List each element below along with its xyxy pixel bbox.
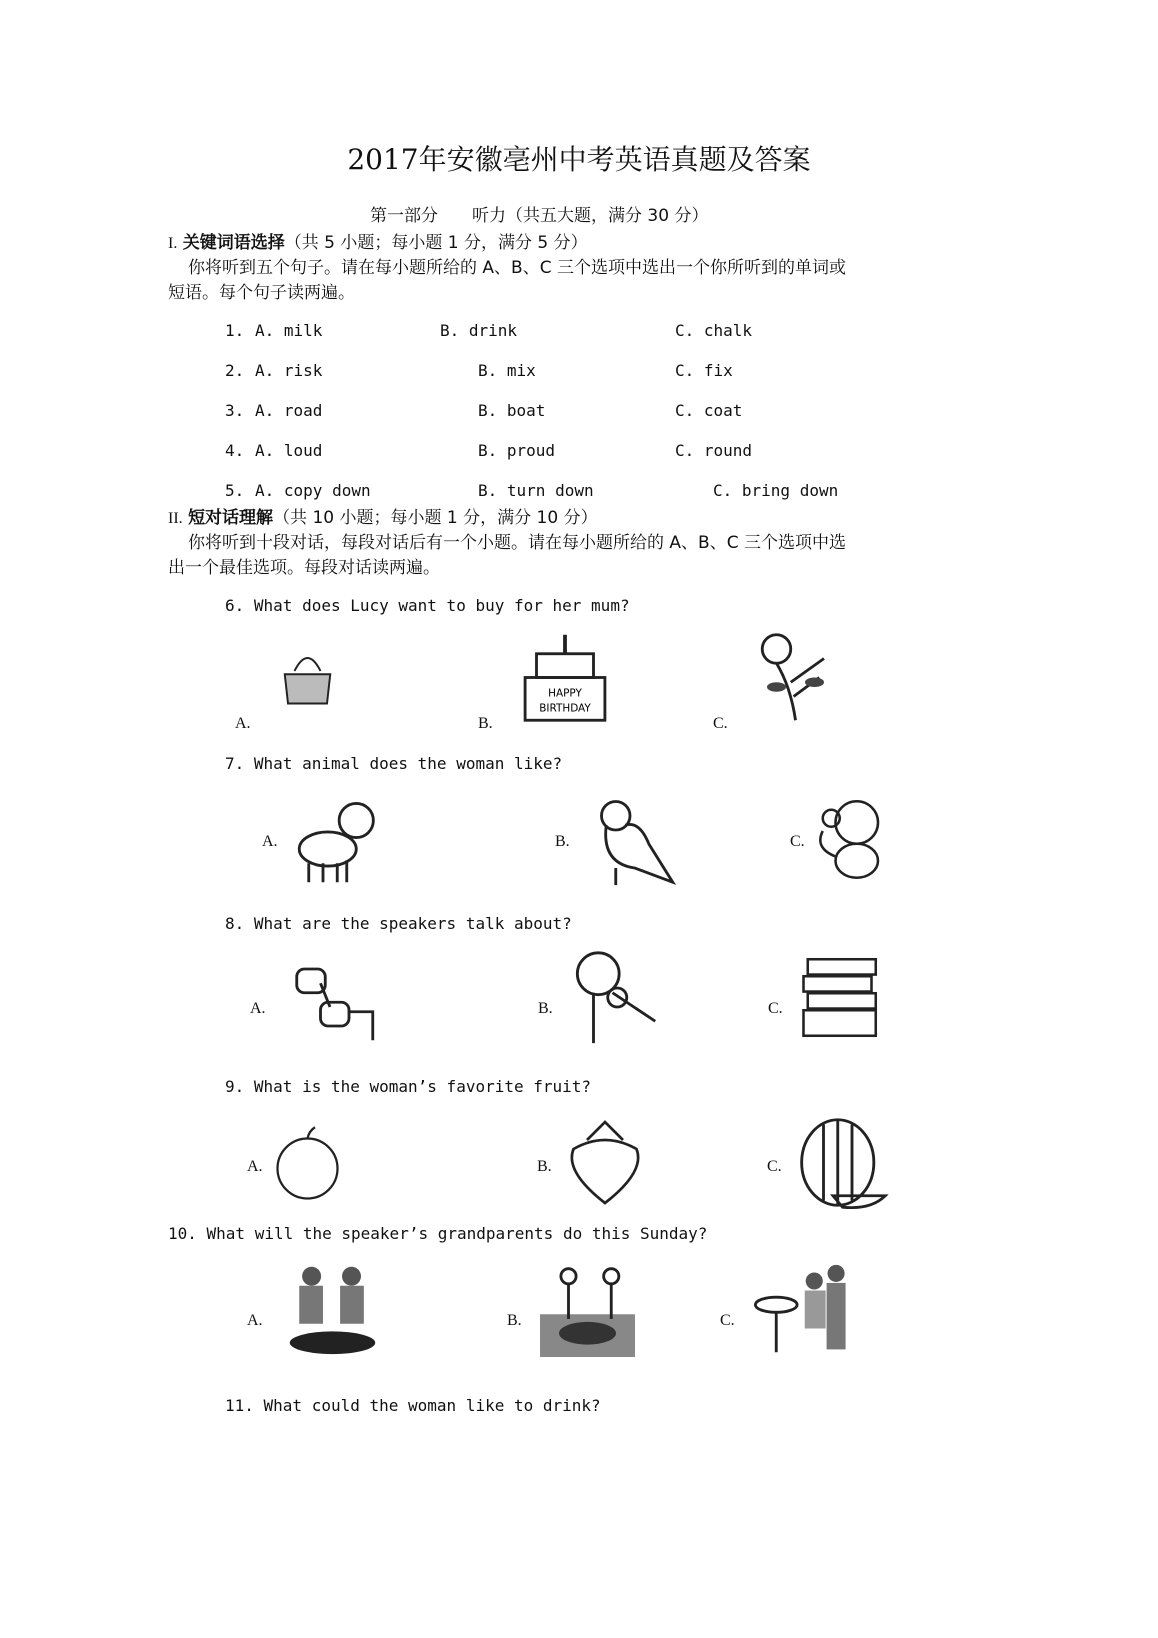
option-b: B. drink — [440, 321, 518, 340]
part-heading: 第一部分 听力（共五大题，满分 30 分） — [370, 206, 709, 226]
section-number: I. — [168, 235, 178, 252]
hiking-icon — [530, 1262, 645, 1357]
handbag-icon — [275, 630, 340, 725]
question-number: 4. — [225, 441, 245, 460]
option-c: C. chalk — [675, 321, 753, 340]
option-a: A. road — [255, 401, 323, 420]
option-c: C. round — [675, 441, 753, 460]
option-label: A. — [247, 1312, 263, 1329]
having-tea-icon — [745, 1262, 855, 1357]
option-b: B. turn down — [478, 481, 594, 500]
monkey-icon — [810, 792, 895, 887]
birthday-cake-icon — [515, 630, 615, 725]
page-title: 2017年安徽亳州中考英语真题及答案 — [347, 143, 811, 176]
playing-chess-icon — [280, 1262, 385, 1357]
option-a: A. milk — [255, 321, 323, 340]
section-name: 关键词语选择 — [182, 233, 285, 253]
section-name: 短对话理解 — [188, 508, 274, 528]
section-score: （共 10 小题；每小题 1 分，满分 10 分） — [273, 508, 598, 528]
question-number: 1. — [225, 321, 245, 340]
option-label: A. — [262, 833, 278, 850]
option-label: C. — [767, 1158, 782, 1175]
option-label: B. — [478, 715, 493, 732]
question-text: 7. What animal does the woman like? — [225, 754, 563, 773]
question-number: 5. — [225, 481, 245, 500]
books-icon — [795, 950, 880, 1045]
option-label: C. — [720, 1312, 735, 1329]
option-a: A. copy down — [255, 481, 371, 500]
option-c: C. bring down — [713, 481, 839, 500]
section1-instructions-2: 短语。每个句子读两遍。 — [168, 283, 355, 303]
option-label: B. — [555, 833, 570, 850]
question-number: 2. — [225, 361, 245, 380]
svg-text:HAPPY: HAPPY — [548, 687, 582, 700]
option-a: A. loud — [255, 441, 323, 460]
rose-icon — [748, 630, 843, 725]
bird-icon — [580, 792, 680, 887]
glasses-icon — [280, 950, 380, 1045]
question-text: 6. What does Lucy want to buy for her mum? — [225, 596, 630, 615]
question-number: 3. — [225, 401, 245, 420]
question-text: 8. What are the speakers talk about? — [225, 914, 572, 933]
section2-instructions-2: 出一个最佳选项。每段对话读两遍。 — [168, 558, 440, 578]
watermelon-icon — [795, 1115, 890, 1210]
option-b: B. proud — [478, 441, 556, 460]
option-c: C. coat — [675, 401, 743, 420]
option-label: B. — [537, 1158, 552, 1175]
option-label: C. — [768, 1000, 783, 1017]
dog-icon — [285, 792, 380, 887]
question-text: 10. What will the speaker’s grandparents do this Sunday? — [168, 1224, 708, 1243]
keys-icon — [565, 950, 660, 1045]
option-c: C. fix — [675, 361, 733, 380]
option-label: C. — [790, 833, 805, 850]
option-label: B. — [507, 1312, 522, 1329]
option-a: A. risk — [255, 361, 323, 380]
question-text: 11. What could the woman like to drink? — [225, 1396, 601, 1415]
apple-icon — [270, 1115, 345, 1210]
strawberry-icon — [560, 1115, 650, 1210]
question-text: 9. What is the woman’s favorite fruit? — [225, 1077, 592, 1096]
option-label: C. — [713, 715, 728, 732]
svg-text:BIRTHDAY: BIRTHDAY — [539, 702, 591, 715]
section1-instructions: 你将听到五个句子。请在每小题所给的 A、B、C 三个选项中选出一个你所听到的单词或 — [188, 258, 846, 278]
option-label: A. — [247, 1158, 263, 1175]
section1-heading — [168, 228, 588, 253]
section2-heading — [168, 503, 598, 528]
option-label: A. — [250, 1000, 266, 1017]
section-number: II. — [168, 510, 183, 527]
option-label: A. — [235, 715, 251, 732]
option-b: B. mix — [478, 361, 536, 380]
option-b: B. boat — [478, 401, 546, 420]
section-score: （共 5 小题；每小题 1 分，满分 5 分） — [284, 233, 588, 253]
option-label: B. — [538, 1000, 553, 1017]
section2-instructions: 你将听到十段对话，每段对话后有一个小题。请在每小题所给的 A、B、C 三个选项中选 — [188, 533, 846, 553]
